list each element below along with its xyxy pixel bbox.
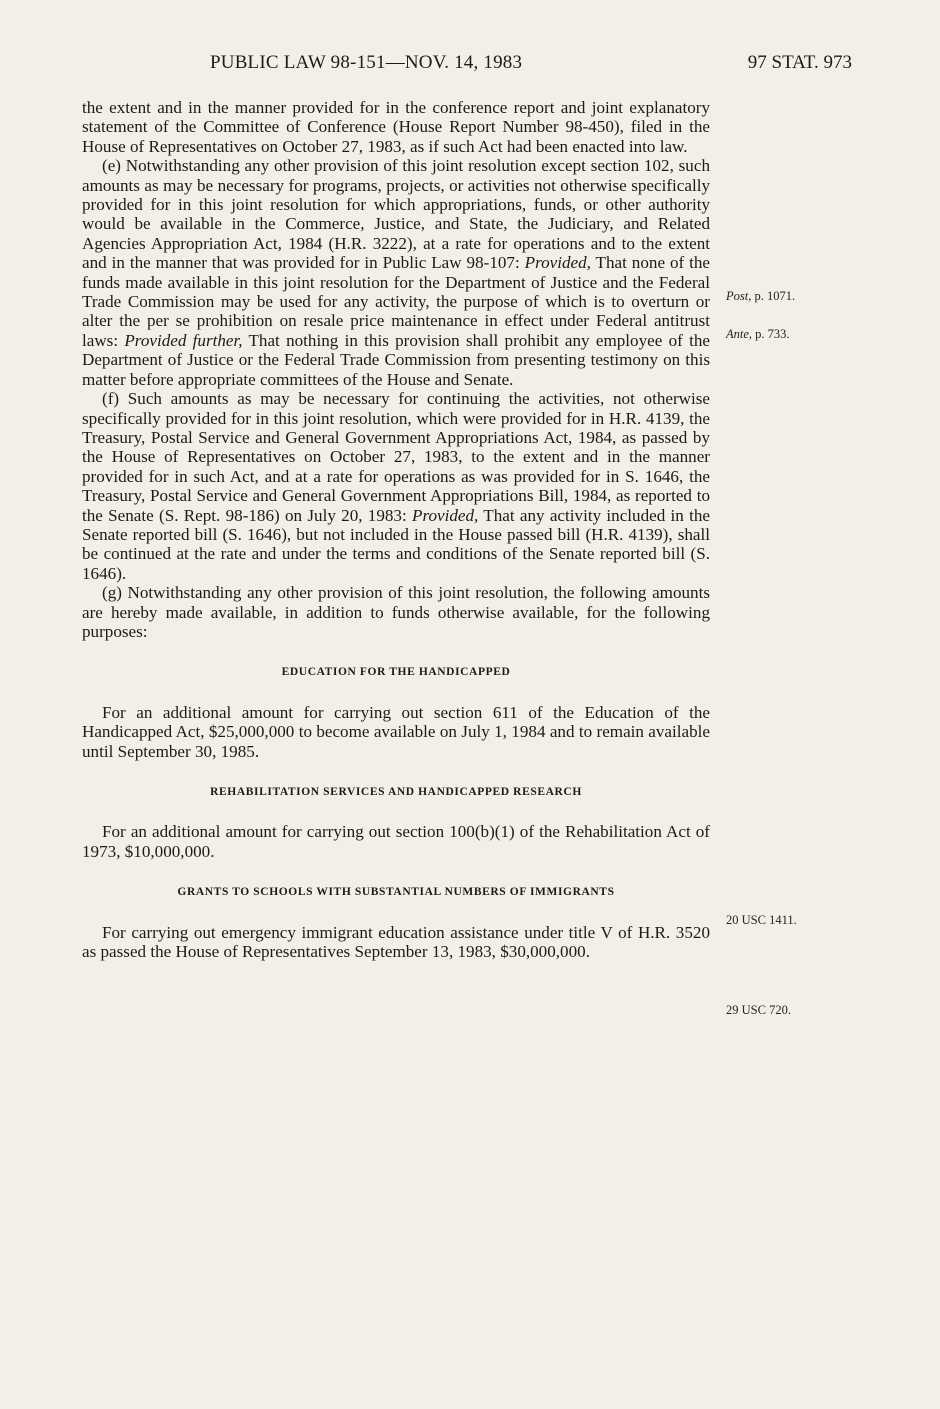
margin-note-ante — [726, 327, 790, 342]
ante-page: p. 733. — [752, 327, 790, 341]
paragraph-f-text-1: (f) Such amounts as may be necessary for continuing the activities, not otherwise specifically provided for in this joint resolution, which were provided for in H.R. 4139, the Treasury, Postal Service and General Government Appropriations Act, 1984, as passed by the House of Representatives on October 27, 1983, to the extent and in the manner provided for in such Act, and at a rate for operations as was provided for in S. 1646, the Treasury, Postal Service and General Government Appropriations Bill, 1984, as reported to the Senate (S. Rept. 98-186) on July 20, 1983: — [82, 389, 710, 525]
margin-note-usc-1411: 20 USC 1411. — [726, 913, 797, 927]
ante-label: Ante, — [726, 327, 753, 341]
margin-note-post — [726, 289, 795, 304]
post-label: Post, — [726, 289, 752, 303]
section-heading-rehabilitation: REHABILITATION SERVICES AND HANDICAPPED RESEARCH — [210, 786, 582, 798]
provided-italic: Provided, — [412, 505, 479, 525]
body-text — [82, 98, 710, 961]
provided-further-italic: Provided further, — [124, 330, 243, 350]
page-header — [82, 52, 852, 82]
provided-italic: Provided, — [524, 253, 591, 273]
statute-page: 97 STAT. 973 — [747, 52, 852, 73]
paragraph-e-text-2: That none of the funds made available in this joint resolution for the Department of Justice and the Federal Trade Commission may be used for any activity, the purpose of which is to overturn or alter the per se prohibition on resale price maintenance in effect under Federal antitrust laws: — [82, 253, 710, 350]
paragraph-f-text-2: That any activity included in the Senate reported bill (S. 1646), but not included in the House passed bill (H.R. 4139), shall be continued at the rate and under the terms and conditions of the Senate reported bill (S. 1646). — [82, 505, 710, 583]
paragraph-handicapped: For an additional amount for carrying out section 611 of the Education of the Handicapped Act, $25,000,000 to become available on July 1, 1984 and to remain available until September 30, 1985. — [82, 702, 710, 761]
paragraph-continuation: the extent and in the manner provided for in the conference report and joint explanatory statement of the Committee of Conference (House Report Number 98-450), filed in the House of Representatives on October 27, 1983, as if such Act had been enacted into law. — [82, 98, 710, 156]
paragraph-e-text-1: (e) Notwithstanding any other provision of this joint resolution except section 102, such amounts as may be necessary for programs, projects, or activities not otherwise specifically provided for in this joint resolution for which appropriations, funds, or other authority would be available in the Commerce, Justice, and State, the Judiciary, and Related Agencies Appropriation Act, 1984 (H.R. 3222), at a rate for operations and to the extent and in the manner that was provided for in Public Law 98-107: — [82, 156, 710, 273]
margin-note-usc-720: 29 USC 720. — [726, 1003, 791, 1017]
paragraph-rehabilitation: For an additional amount for carrying out section 100(b)(1) of the Rehabilitation Act of 1973, $10,000,000. — [82, 822, 710, 861]
post-page: p. 1071. — [751, 289, 796, 303]
paragraph-e-text-3: That nothing in this provision shall prohibit any employee of the Department of Justice or the Federal Trade Commission from presenting testimony on this matter before appropriate committees of the House and Senate. — [82, 330, 710, 389]
paragraph-e — [82, 156, 710, 389]
section-heading-immigrants: GRANTS TO SCHOOLS WITH SUBSTANTIAL NUMBERS OF IMMIGRANTS — [177, 886, 615, 899]
paragraph-f — [82, 389, 710, 583]
paragraph-immigrants: For carrying out emergency immigrant education assistance under title V of H.R. 3520 as passed the House of Representatives September 13, 1983, $30,000,000. — [82, 922, 710, 962]
section-heading-handicapped: EDUCATION FOR THE HANDICAPPED — [281, 666, 511, 679]
paragraph-g: (g) Notwithstanding any other provision of this joint resolution, the following amounts are hereby made available, in addition to funds otherwise available, for the following purposes: — [82, 583, 710, 641]
law-citation: PUBLIC LAW 98-151—NOV. 14, 1983 — [210, 52, 523, 73]
